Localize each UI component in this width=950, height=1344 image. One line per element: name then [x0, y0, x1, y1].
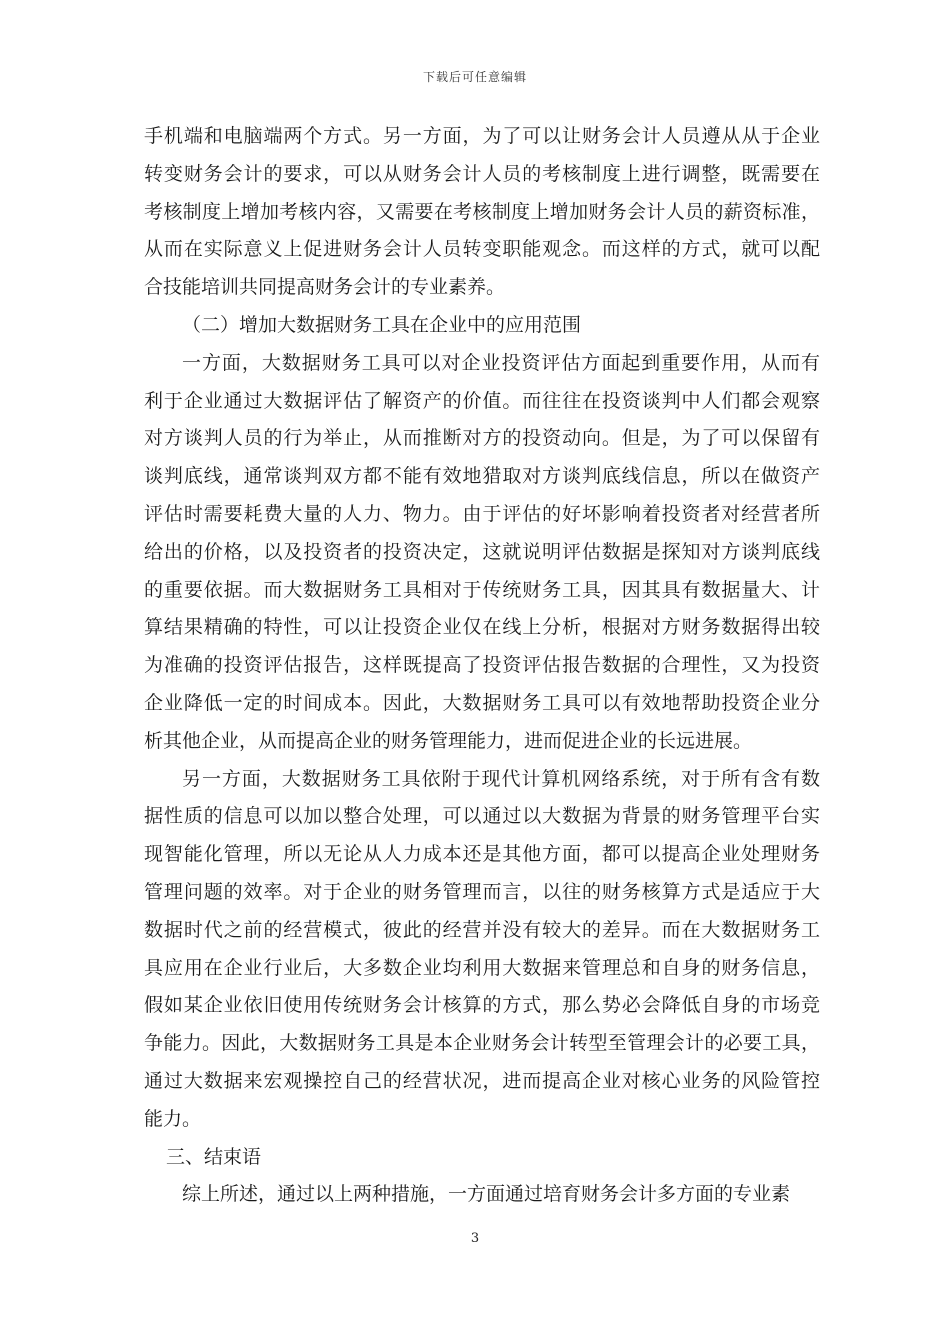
text-line: 析其他企业，从而提高企业的财务管理能力，进而促进企业的长远进展。: [144, 729, 753, 752]
text-line: 谈判底线，通常谈判双方都不能有效地猎取对方谈判底线信息，所以在做资产: [144, 465, 820, 488]
text-line: 综上所述，通过以上两种措施，一方面通过培育财务会计多方面的专业素: [182, 1183, 791, 1206]
text-line: 考核制度上增加考核内容，又需要在考核制度上增加财务会计人员的薪资标准，: [144, 200, 820, 223]
text-line: 数据时代之前的经营模式，彼此的经营并没有较大的差异。而在大数据财务工: [144, 918, 820, 941]
text-line: 另一方面，大数据财务工具依附于现代计算机网络系统，对于所有含有数: [182, 767, 820, 790]
paragraph-investment-evaluation: [144, 345, 820, 761]
text-line: 据性质的信息可以加以整合处理，可以通过以大数据为背景的财务管理平台实: [144, 805, 820, 828]
text-line: 一方面，大数据财务工具可以对企业投资评估方面起到重要作用，从而有: [182, 351, 820, 374]
section-heading-2: （二）增加大数据财务工具在企业中的应用范围: [182, 313, 582, 336]
text-line: 假如某企业依旧使用传统财务会计核算的方式，那么势必会降低自身的市场竞: [144, 994, 820, 1017]
text-line: 争能力。因此，大数据财务工具是本企业财务会计转型至管理会计的必要工具，: [144, 1032, 820, 1055]
text-line: 给出的价格，以及投资者的投资决定，这就说明评估数据是探知对方谈判底线: [144, 540, 820, 563]
text-line: 对方谈判人员的行为举止，从而推断对方的投资动向。但是，为了可以保留有: [144, 427, 820, 450]
text-line: 具应用在企业行业后，大多数企业均利用大数据来管理总和自身的财务信息，: [144, 956, 820, 979]
text-line: 管理问题的效率。对于企业的财务管理而言，以往的财务核算方式是适应于大: [144, 880, 820, 903]
text-line: 的重要依据。而大数据财务工具相对于传统财务工具，因其具有数据量大、计: [144, 578, 820, 601]
text-line: 合技能培训共同提高财务会计的专业素养。: [144, 276, 506, 299]
text-line: 能力。: [144, 1107, 202, 1130]
text-line: 企业降低一定的时间成本。因此，大数据财务工具可以有效地帮助投资企业分: [144, 691, 820, 714]
text-line: 算结果精确的特性，可以让投资企业仅在线上分析，根据对方财务数据得出较: [144, 616, 820, 639]
text-line: 利于企业通过大数据评估了解资产的价值。而往往在投资谈判中人们都会观察: [144, 389, 820, 412]
paragraph-conclusion: [144, 1176, 820, 1214]
paragraph-continuation: [144, 118, 820, 307]
text-line: 为准确的投资评估报告，这样既提高了投资评估报告数据的合理性，又为投资: [144, 654, 820, 677]
text-line: 通过大数据来宏观操控自己的经营状况，进而提高企业对核心业务的风险管控: [144, 1069, 820, 1092]
text-line: 手机端和电脑端两个方式。另一方面，为了可以让财务会计人员遵从从于企业: [144, 125, 820, 147]
text-line: 从而在实际意义上促进财务会计人员转变职能观念。而这样的方式，就可以配: [144, 238, 820, 261]
text-line: 现智能化管理，所以无论从人力成本还是其他方面，都可以提高企业处理财务: [144, 843, 820, 866]
page-number: 3: [470, 1231, 480, 1246]
text-line: 评估时需要耗费大量的人力、物力。由于评估的好坏影响着投资者对经营者所: [144, 502, 820, 525]
text-line: 转变财务会计的要求，可以从财务会计人员的考核制度上进行调整，既需要在: [144, 162, 820, 185]
section-heading-3: 三、结束语: [166, 1145, 262, 1168]
header-note: 下载后可任意编辑: [422, 70, 527, 84]
paragraph-network-system: [144, 761, 820, 1139]
document-body: [144, 118, 820, 1214]
